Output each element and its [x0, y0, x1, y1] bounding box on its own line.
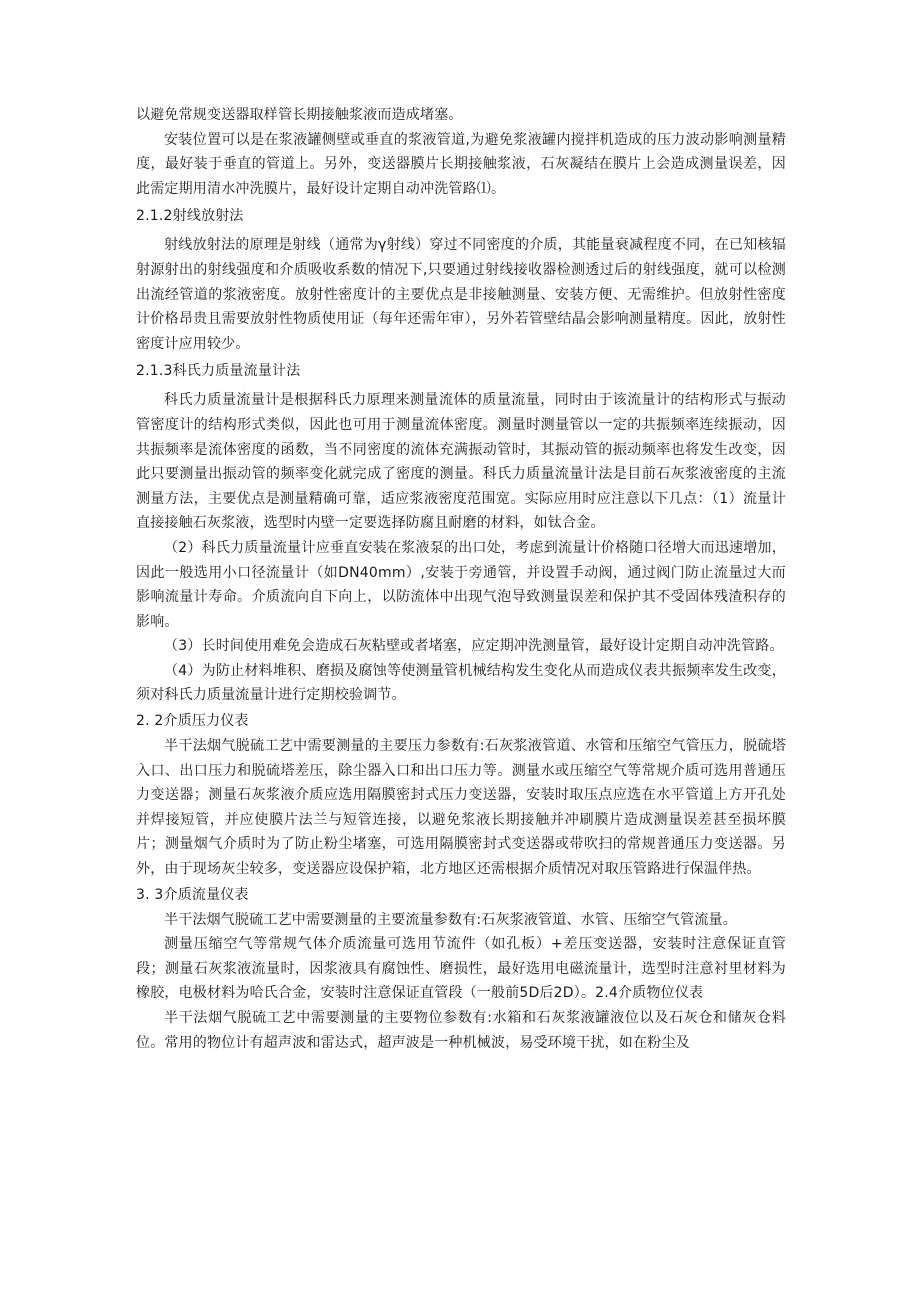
paragraph-intro: 以避免常规变送器取样管长期接触浆液而造成堵塞。	[136, 107, 463, 123]
paragraph-coriolis-method: 科氏力质量流量计是根据科氏力原理来测量流体的质量流量，同时由于该流量计的结构形式与振动管密度计的结构形式类似，因此也可用于测量流体密度。测量时测量管以一定的共振频率连续振动，因共振频率是流体密度的函数，当不同密度的流体充满振动管时，其振动管的振动频率也将发生改变，因此只要测量出振动管的频率变化就完成了密度的测量。科氏力质量流量计法是目前石灰浆液密度的主流测量方法，主要优点是测量精确可靠，适应浆液密度范围宽。实际应用时应注意以下几点：（1）流量计直接接触石灰浆液，选型时内壁一定要选择防腐且耐磨的材料，如钛合金。	[136, 392, 786, 532]
section-heading-2-1-2: 2.1.2射线放射法	[136, 208, 244, 225]
paragraph-coriolis-point-3: （3）长时间使用难免会造成石灰粘壁或者堵塞，应定期冲洗测量管，最好设计定期自动冲洗管路。	[164, 638, 784, 655]
section-heading-2-2: 2. 2介质压力仪表	[136, 713, 249, 730]
paragraph-coriolis-point-2: （2）科氏力质量流量计应垂直安装在浆液泵的出口处，考虑到流量计价格随口径增大而迅速增加，因此一般选用小口径流量计（如DN40mm）,安装于旁通管，并设置手动阀，通过阀门防止流量过大而影响流量计寿命。介质流向自下向上，以防流体中出现气泡导致测量误差和保护其不受固体残渣积存的影响。	[136, 539, 786, 630]
paragraph-flow-parameters: 半干法烟气脱硫工艺中需要测量的主要流量参数有:石灰浆液管道、水管、压缩空气管流量。	[164, 911, 737, 928]
paragraph-installation: 安装位置可以是在浆液罐侧壁或垂直的浆液管道,为避免浆液罐内搅拌机造成的压力波动影响测量精度，最好装于垂直的管道上。另外，变送器膜片长期接触浆液，石灰凝结在膜片上会造成测量误差，因此需定期用清水冲洗膜片，最好设计定期自动冲洗管路⑴。	[136, 131, 786, 197]
paragraph-radiation-method: 射线放射法的原理是射线（通常为γ射线）穿过不同密度的介质，其能量衰减程度不同，在已知核辐射源射出的射线强度和介质吸收系数的情况下,只要通过射线接收器检测透过后的射线强度，就可以检测出流经管道的浆液密度。放射性密度计的主要优点是非接触测量、安装方便、无需维护。但放射性密度计价格昂贵且需要放射性物质使用证（每年还需年审），另外若管壁结晶会影响测量精度。因此，放射性密度计应用较少。	[136, 237, 786, 352]
paragraph-coriolis-point-4: （4）为防止材料堆积、磨损及腐蚀等使测量管机械结构发生变化从而造成仪表共振频率发生改变，须对科氏力质量流量计进行定期校验调节。	[136, 662, 786, 704]
document-page	[136, 103, 786, 1055]
paragraph-flow-measurement: 测量压缩空气等常规气体介质流量可选用节流件（如孔板）+差压变送器，安装时注意保证直管段；测量石灰浆液流量时，因浆液具有腐蚀性、磨损性，最好选用电磁流量计，选型时注意衬里材料为橡胶，电极材料为哈氏合金，安装时注意保证直管段（一般前5D后2D）。2.4介质物位仪表	[136, 936, 786, 1002]
paragraph-level-instruments: 半干法烟气脱硫工艺中需要测量的主要物位参数有:水箱和石灰浆液罐液位以及石灰仓和储灰仓料位。常用的物位计有超声波和雷达式，超声波是一种机械波，易受环境干扰，如在粉尘及	[136, 1010, 786, 1051]
section-heading-2-1-3: 2.1.3科氏力质量流量计法	[136, 363, 301, 380]
paragraph-pressure-instruments: 半干法烟气脱硫工艺中需要测量的主要压力参数有:石灰浆液管道、水管和压缩空气管压力，脱硫塔入口、出口压力和脱硫塔差压，除尘器入口和出口压力等。测量水或压缩空气等常规介质可选用普通压力变送器；测量石灰浆液介质应选用隔膜密封式压力变送器，安装时取压点应选在水平管道上方开孔处并焊接短管，并应使膜片法兰与短管连接，以避免浆液长期接触并冲刷膜片造成测量误差甚至损坏膜片；测量烟气介质时为了防止粉尘堵塞，可选用隔膜密封式变送器或带吹扫的常规普通压力变送器。另外，由于现场灰尘较多，变送器应设保护箱，北方地区还需根据介质情况对取压管路进行保温伴热。	[136, 738, 786, 878]
section-heading-3-3: 3. 3介质流量仪表	[136, 886, 249, 903]
